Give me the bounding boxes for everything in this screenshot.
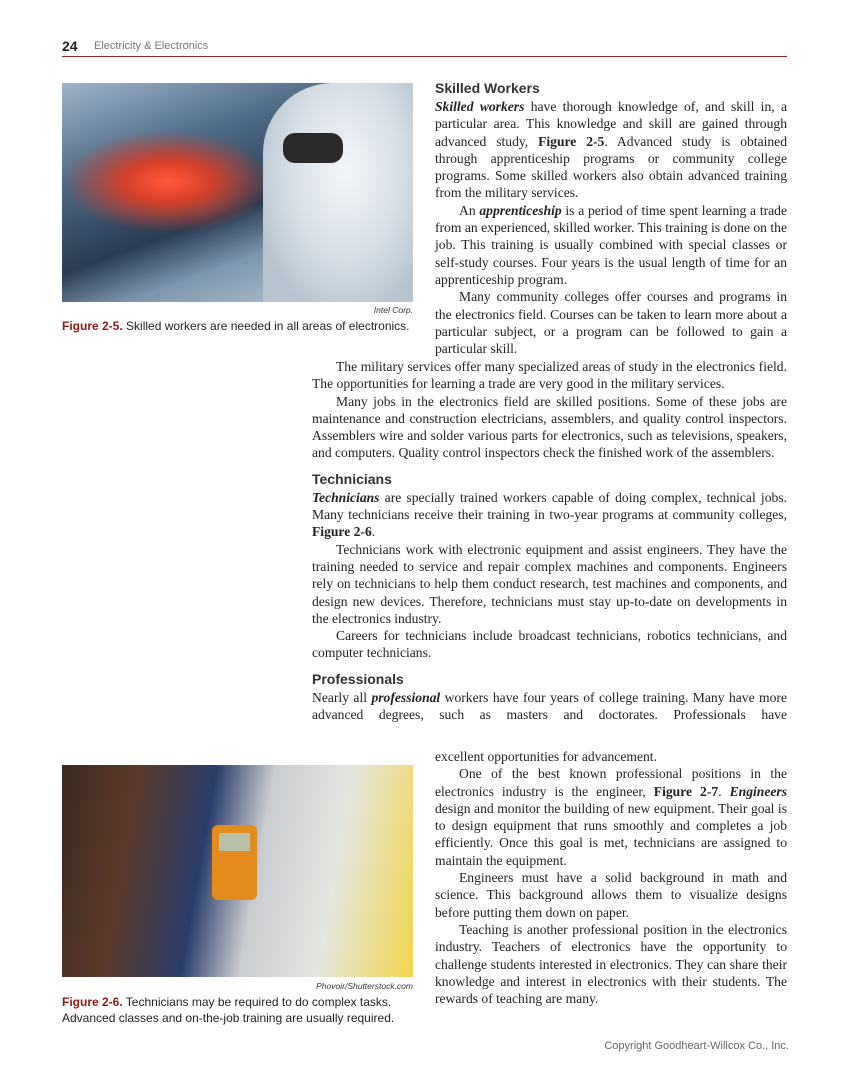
paragraph: Many jobs in the electronics field are skilled positions. Some of these jobs are maintenance and construction electricians, assemblers, and quality control inspectors. Assemblers wire and solder various parts for electronics, such as televisions, speakers, and computers. Quality control inspectors check the finished work of the assemblers. xyxy=(312,393,787,461)
paragraph: One of the best known professional positions in the electronics industry is the engineer, Figure 2-7. Engineers design and monitor the building of new equipment. Their goal is to design equipment that runs smoothly and completes a job efficiently. Once this goal is met, technicians are assigned to maintain the equipment. xyxy=(435,766,788,868)
paragraph-continued: excellent opportunities for advancement. xyxy=(435,749,657,764)
term: apprenticeship xyxy=(479,202,562,218)
figure-2-5-credit: Intel Corp. xyxy=(373,305,413,315)
section-heading: Technicians xyxy=(312,470,392,487)
paragraph: Teaching is another professional position in the electronics industry. Teachers of electronics have the opportunity to challenge students interested in electronics. They can share their knowledge and interest in electronics with their students. The rewards of teaching are many. xyxy=(435,921,787,1007)
figure-ref: Figure 2-5 xyxy=(538,133,605,149)
figure-2-6-caption xyxy=(62,994,412,1026)
figure-2-6-photo xyxy=(62,765,413,977)
paragraph: Nearly all professional workers have four years of college training. Many have more advanced degrees, such as masters and doctorates. Professionals have xyxy=(312,689,787,723)
term: professional xyxy=(371,689,441,705)
caption-text: Technicians may be required to do complex tasks. Advanced classes and on-the-job training are usually required. xyxy=(62,995,395,1025)
figure-label: Figure 2-6. xyxy=(62,995,123,1009)
term: Skilled workers xyxy=(435,99,525,114)
figure-2-5-caption xyxy=(62,318,422,334)
professionals-column xyxy=(435,748,787,1007)
main-column xyxy=(312,358,787,723)
caption-text: Skilled workers are needed in all areas of electronics. xyxy=(122,319,410,333)
figure-2-5-photo xyxy=(62,83,413,302)
paragraph: Careers for technicians include broadcast technicians, robotics technicians, and computer technicians. xyxy=(312,628,787,661)
running-header xyxy=(62,38,787,57)
paragraph: Engineers must have a solid background in math and science. This background allows them to visualize designs before putting them down on paper. xyxy=(435,870,787,920)
book-title: Electricity & Electronics xyxy=(94,40,209,52)
term: Technicians xyxy=(312,489,380,505)
section-heading: Skilled Workers xyxy=(435,80,540,96)
section-heading: Professionals xyxy=(312,670,404,687)
paragraph: Technicians work with electronic equipment and assist engineers. They have the training needed to service and repair complex machines and components. Engineers rely on technicians to help them conduct research, test machines and components, and design new devices. Therefore, technicians must stay up-to-date on developments in the electronics industry. xyxy=(312,541,787,626)
figure-ref: Figure 2-6 xyxy=(312,524,372,540)
figure-ref: Figure 2-7 xyxy=(653,783,719,799)
figure-label: Figure 2-5. xyxy=(62,319,123,333)
term: Engineers xyxy=(729,783,788,799)
figure-2-6-credit: Phovoir/Shutterstock.com xyxy=(316,981,413,991)
paragraph: The military services offer many specialized areas of study in the electronics field. The opportunities for learning a trade are very good in the military services. xyxy=(312,359,787,392)
page-number: 24 xyxy=(62,38,78,54)
paragraph: An apprenticeship is a period of time spent learning a trade from an experienced, skilled worker. This training is done on the job. This training is usually combined with special classes or self-study courses. Four years is the usual length of time for an apprenticeship program. xyxy=(435,202,787,287)
paragraph: Technicians are specially trained workers capable of doing complex, technical jobs. Many technicians receive their training in two-year programs at community colleges, Figure 2-6. xyxy=(312,489,787,540)
skilled-workers-column xyxy=(435,79,787,357)
copyright-footer: Copyright Goodheart-Willcox Co., Inc. xyxy=(604,1040,789,1052)
paragraph: Skilled workers have thorough knowledge of, and skill in, a particular area. This knowledge and skill are gained through advanced study, Figure 2-5. Advanced study is obtained through apprenticeship programs or community college programs. Some skilled workers also obtain advanced training from the military services. xyxy=(435,99,788,201)
paragraph: Many community colleges offer courses and programs in the electronics field. Courses can be taken to learn more about a particular subject, or a program can be followed to gain a particular skill. xyxy=(435,289,787,357)
